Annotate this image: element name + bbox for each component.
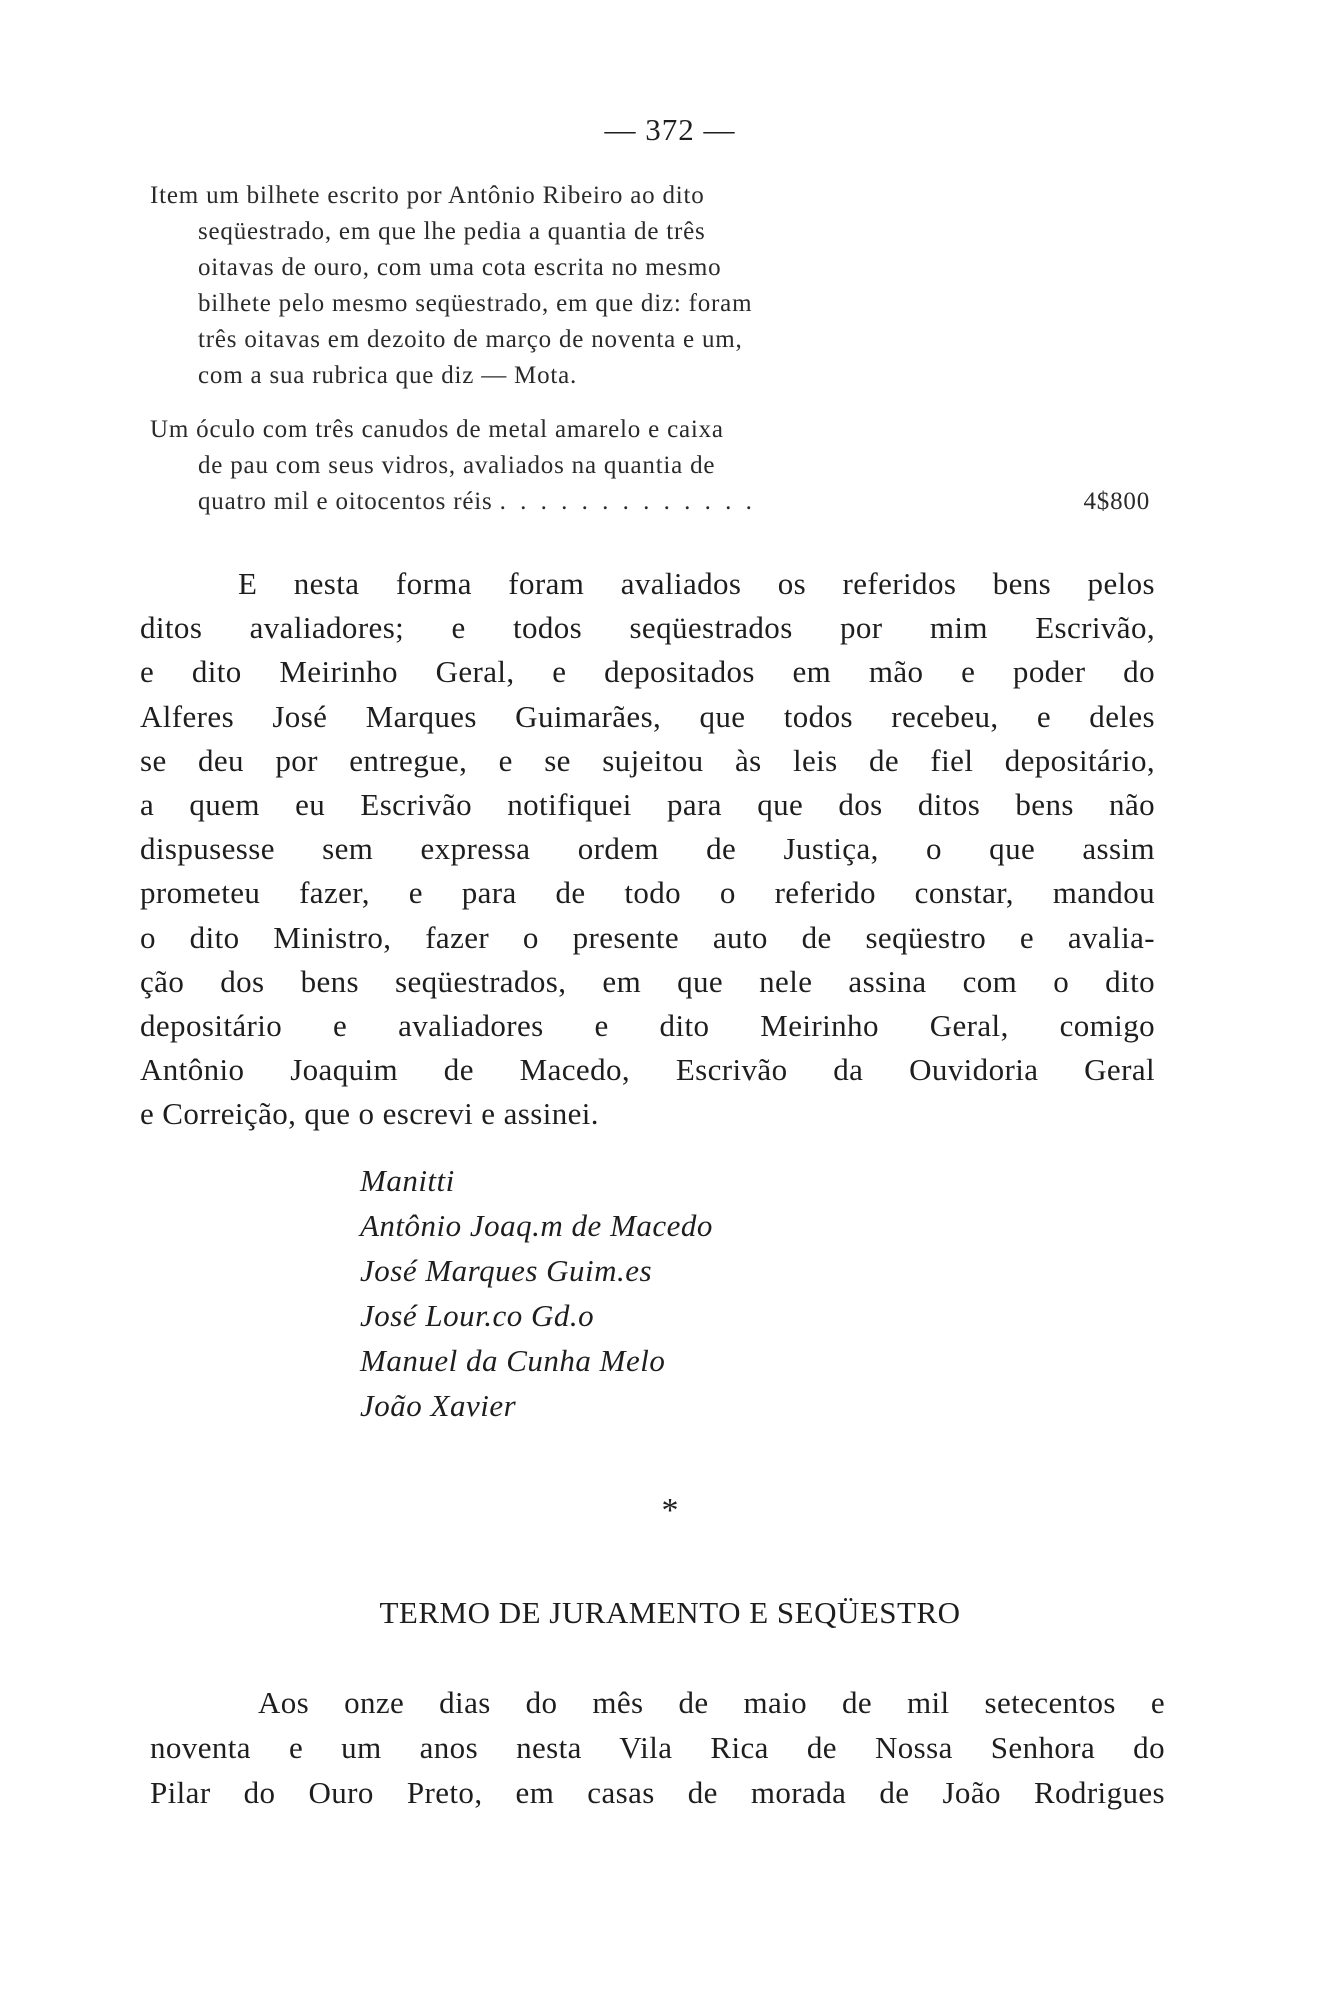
signature-block — [360, 1158, 713, 1428]
paragraph-line: dispusesse sem expressa ordem de Justiça, o que assim — [140, 831, 1155, 867]
paragraph-line: ção dos bens seqüestrados, em que nele assina com o dito — [140, 963, 1155, 999]
item-line: com a sua rubrica que diz — Mota. — [198, 362, 578, 389]
item-line: oitavas de ouro, com uma cota escrita no mesmo — [198, 254, 722, 281]
paragraph-line: a quem eu Escrivão notifiquei para que dos ditos bens não — [140, 787, 1155, 823]
item-line: bilhete pelo mesmo seqüestrado, em que diz: foram — [198, 290, 753, 317]
item-line: quatro mil e oitocentos réis — [198, 488, 493, 515]
item-value: 4$800 — [1083, 488, 1150, 515]
paragraph-line: E nesta forma foram avaliados os referidos bens pelos — [238, 566, 1155, 601]
inventory-item-bilhete — [150, 178, 1150, 394]
paragraph-line: e Correição, que o escrevi e assinei. — [140, 1096, 599, 1132]
paragraph-line: Pilar do Ouro Preto, em casas de morada de João Rodrigues — [150, 1775, 1165, 1810]
signature-line: Manitti — [360, 1163, 455, 1198]
paragraph-line: Aos onze dias do mês de maio de mil setecentos e — [258, 1685, 1165, 1720]
paragraph-line: o dito Ministro, fazer o presente auto de seqüestro e avalia- — [140, 919, 1155, 955]
item-line: três oitavas em dezoito de março de noventa e um, — [198, 326, 743, 353]
closing-paragraph — [150, 1680, 1165, 1815]
dot-leaders: . . . . . . . . . . . . . — [499, 488, 756, 515]
inventory-item-oculo — [150, 412, 1150, 520]
paragraph-line: ditos avaliadores; e todos seqüestrados por mim Escrivão, — [140, 610, 1155, 646]
signature-line: José Marques Guim.es — [360, 1253, 653, 1288]
paragraph-line: depositário e avaliadores e dito Meirinho Geral, comigo — [140, 1008, 1155, 1044]
item-line: de pau com seus vidros, avaliados na quantia de — [198, 452, 716, 479]
signature-line: Manuel da Cunha Melo — [360, 1343, 666, 1378]
item-line-with-value — [150, 484, 1150, 520]
signature-line: Antônio Joaq.m de Macedo — [360, 1208, 713, 1243]
paragraph-line: noventa e um anos nesta Vila Rica de Nossa Senhora do — [150, 1730, 1165, 1765]
paragraph-line: e dito Meirinho Geral, e depositados em mão e poder do — [140, 654, 1155, 690]
paragraph-line: Antônio Joaquim de Macedo, Escrivão da Ouvidoria Geral — [140, 1052, 1155, 1088]
item-line: seqüestrado, em que lhe pedia a quantia de três — [198, 218, 706, 245]
paragraph-line: Alferes José Marques Guimarães, que todos recebeu, e deles — [140, 698, 1155, 734]
inventory-items — [150, 178, 1150, 538]
paragraph-line: prometeu fazer, e para de todo o referido constar, mandou — [140, 875, 1155, 911]
section-separator: * — [661, 1492, 679, 1529]
main-paragraph — [140, 562, 1155, 1137]
page-number: — 372 — — [604, 112, 736, 147]
paragraph-line: se deu por entregue, e se sujeitou às leis de fiel depositário, — [140, 742, 1155, 778]
item-line: Item um bilhete escrito por Antônio Ribeiro ao dito — [150, 182, 705, 209]
signature-line: João Xavier — [360, 1388, 517, 1423]
item-line: Um óculo com três canudos de metal amarelo e caixa — [150, 416, 724, 443]
signature-line: José Lour.co Gd.o — [360, 1298, 595, 1333]
section-title: TERMO DE JURAMENTO E SEQÜESTRO — [379, 1595, 961, 1630]
